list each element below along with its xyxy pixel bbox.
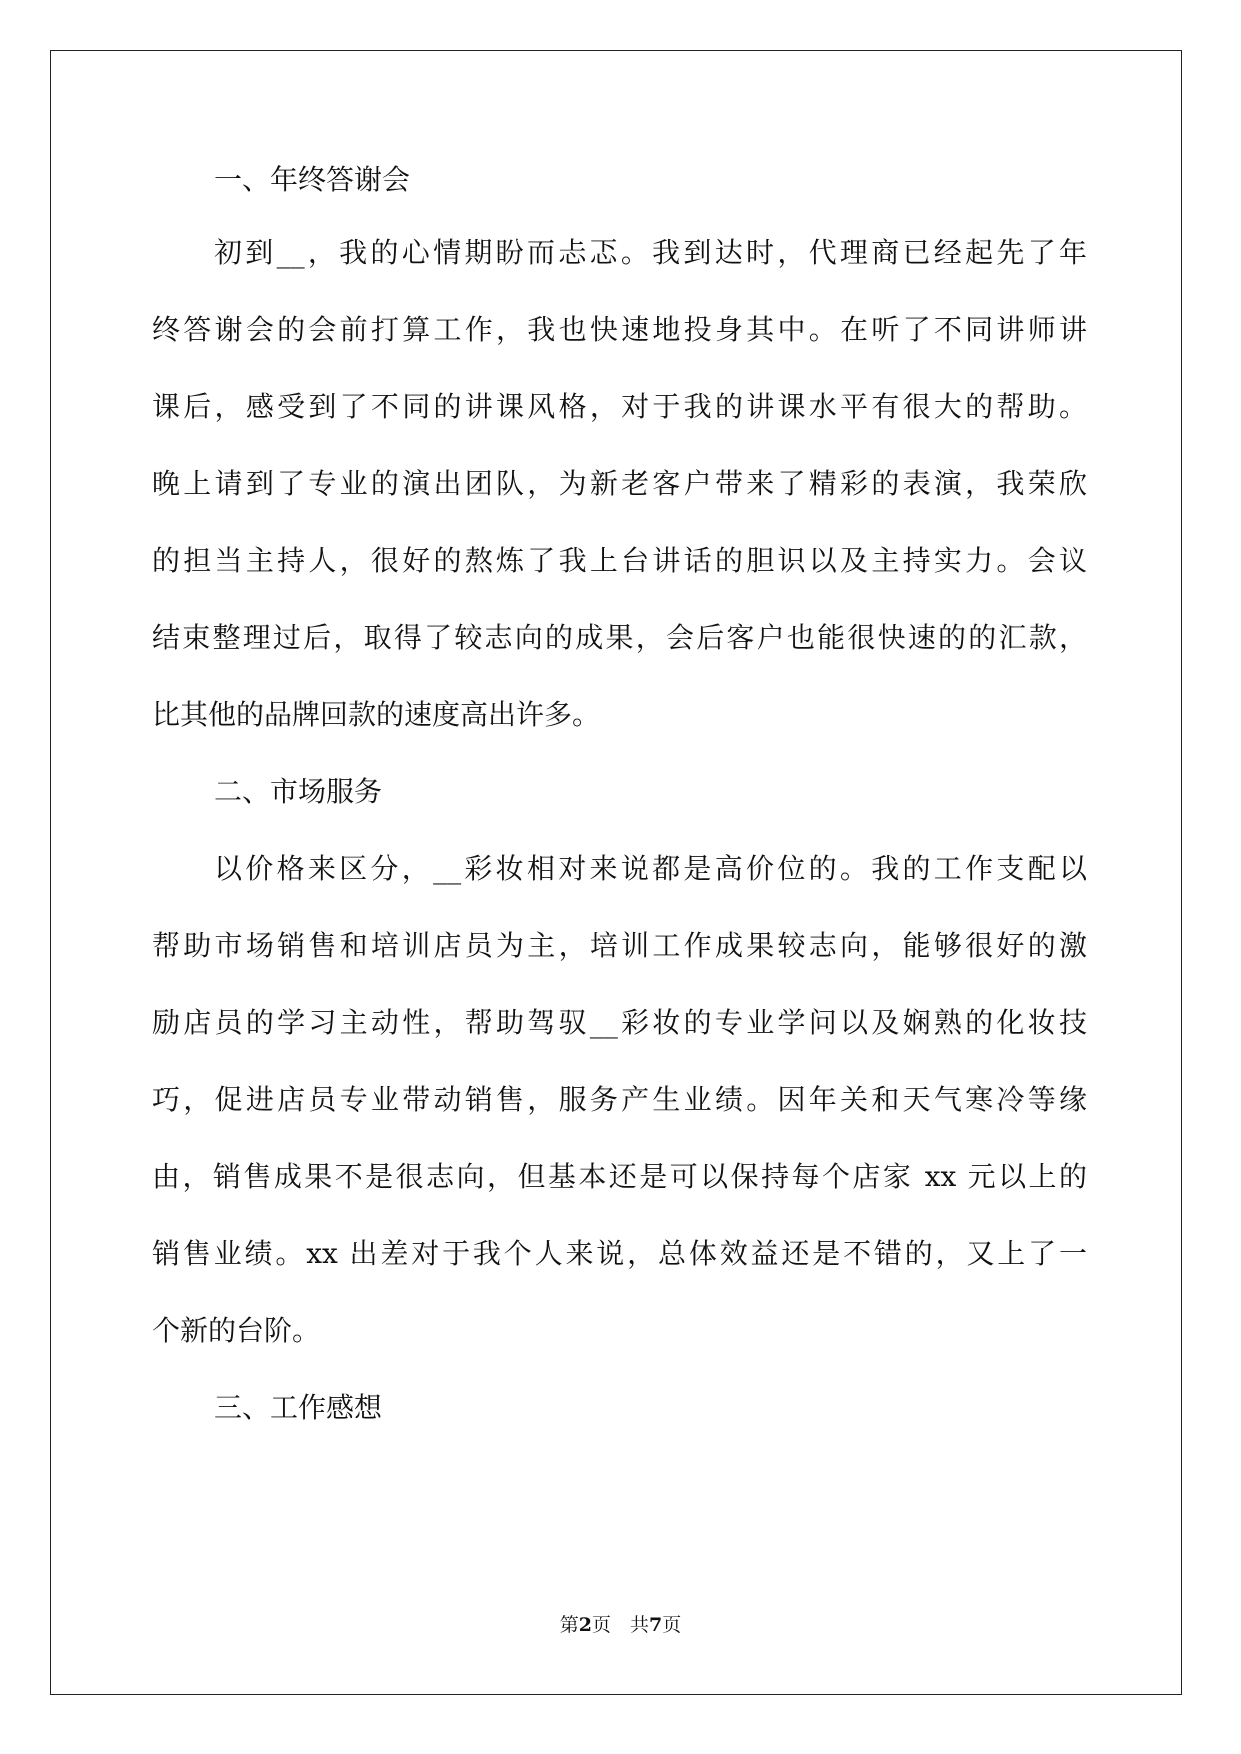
paragraph-2 <box>152 849 1087 1351</box>
paragraph-line: 终答谢会的会前打算工作，我也快速地投身其中。在听了不同讲师讲 <box>152 313 1087 346</box>
page-footer <box>0 1613 1241 1637</box>
section-heading-1: 一、年终答谢会 <box>214 163 411 196</box>
paragraph-line: 比其他的品牌回款的速度高出许多。 <box>152 698 601 731</box>
paragraph-line: 帮助市场销售和培训店员为主，培训工作成果较志向，能够很好的激 <box>152 929 1087 962</box>
section-heading-2: 二、市场服务 <box>214 775 383 808</box>
paragraph-line: 的担当主持人，很好的熬炼了我上台讲话的胆识以及主持实力。会议 <box>152 544 1087 577</box>
paragraph-line: 由，销售成果不是很志向，但基本还是可以保持每个店家 xx 元以上的 <box>152 1160 1087 1193</box>
paragraph-line: 个新的台阶。 <box>152 1314 321 1347</box>
paragraph-line: 初到__，我的心情期盼而忐忑。我到达时，代理商已经起先了年 <box>214 236 1087 269</box>
current-page-number: 2 <box>578 1614 592 1636</box>
page-label-mid: 页 共 <box>591 1614 649 1636</box>
paragraph-line: 励店员的学习主动性，帮助驾驭__彩妆的专业学问以及娴熟的化妆技 <box>152 1006 1087 1039</box>
paragraph-line: 结束整理过后，取得了较志向的成果，会后客户也能很快速的的汇款， <box>152 621 1087 654</box>
paragraph-line: 巧，促进店员专业带动销售，服务产生业绩。因年关和天气寒冷等缘 <box>152 1083 1087 1116</box>
paragraph-line: 晚上请到了专业的演出团队，为新老客户带来了精彩的表演，我荣欣 <box>152 467 1087 500</box>
page-label-prefix: 第 <box>559 1614 579 1636</box>
paragraph-line: 销售业绩。xx 出差对于我个人来说，总体效益还是不错的，又上了一 <box>152 1237 1087 1270</box>
page-label-suffix: 页 <box>662 1614 682 1636</box>
paragraph-line: 课后，感受到了不同的讲课风格，对于我的讲课水平有很大的帮助。 <box>152 390 1087 423</box>
paragraph-1 <box>152 233 1087 735</box>
total-page-number: 7 <box>649 1614 663 1636</box>
document-body <box>152 160 1087 1428</box>
paragraph-line: 以价格来区分，__彩妆相对来说都是高价位的。我的工作支配以 <box>214 852 1087 885</box>
section-heading-3: 三、工作感想 <box>214 1391 383 1424</box>
